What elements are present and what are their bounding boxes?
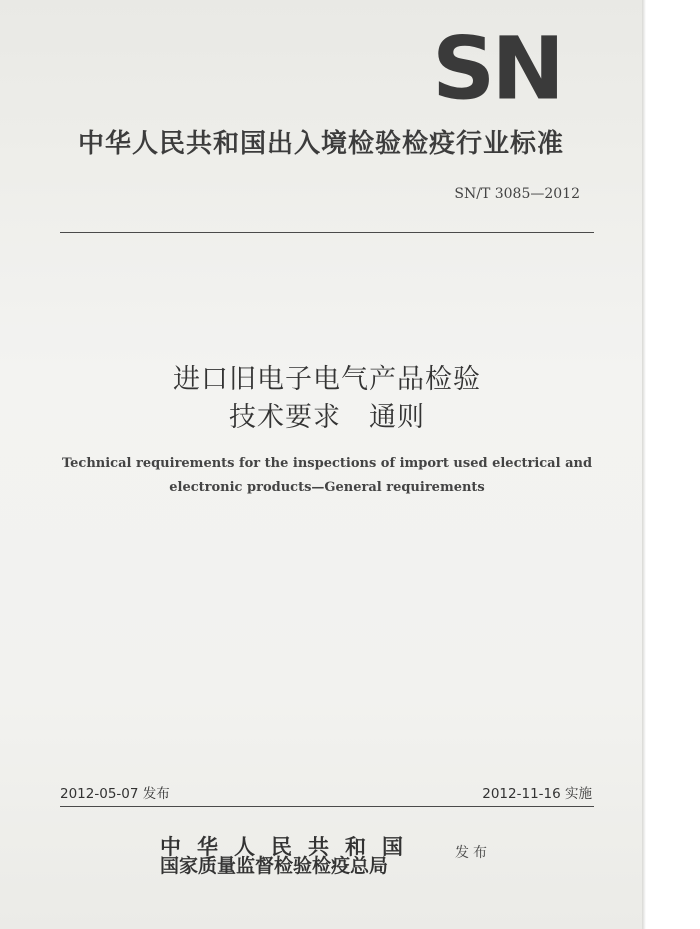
standard-category-title: 中华人民共和国出入境检验检疫行业标准 (77, 129, 564, 159)
header-divider (60, 232, 594, 233)
chinese-title-line-1: 进口旧电子电气产品检验 (173, 364, 481, 395)
implementation-date: 2012-11-16 实施 (482, 786, 592, 802)
english-title-line-1: Technical requirements for the inspections of import used electrical and (61, 456, 593, 471)
footer-divider (60, 806, 594, 807)
publish-label: 发布 (455, 845, 491, 861)
publisher-country: 中华人民共和国 (160, 834, 419, 859)
standard-number: SN/T 3085—2012 (454, 186, 580, 202)
english-title-line-2: electronic products—General requirements (169, 480, 485, 495)
sn-logo: SN (432, 18, 562, 119)
publisher-agency: 国家质量监督检验检疫总局 (160, 855, 389, 877)
chinese-title-line-2: 技术要求 通则 (229, 402, 425, 433)
page-edge (642, 0, 646, 929)
issue-date: 2012-05-07 发布 (60, 786, 170, 802)
